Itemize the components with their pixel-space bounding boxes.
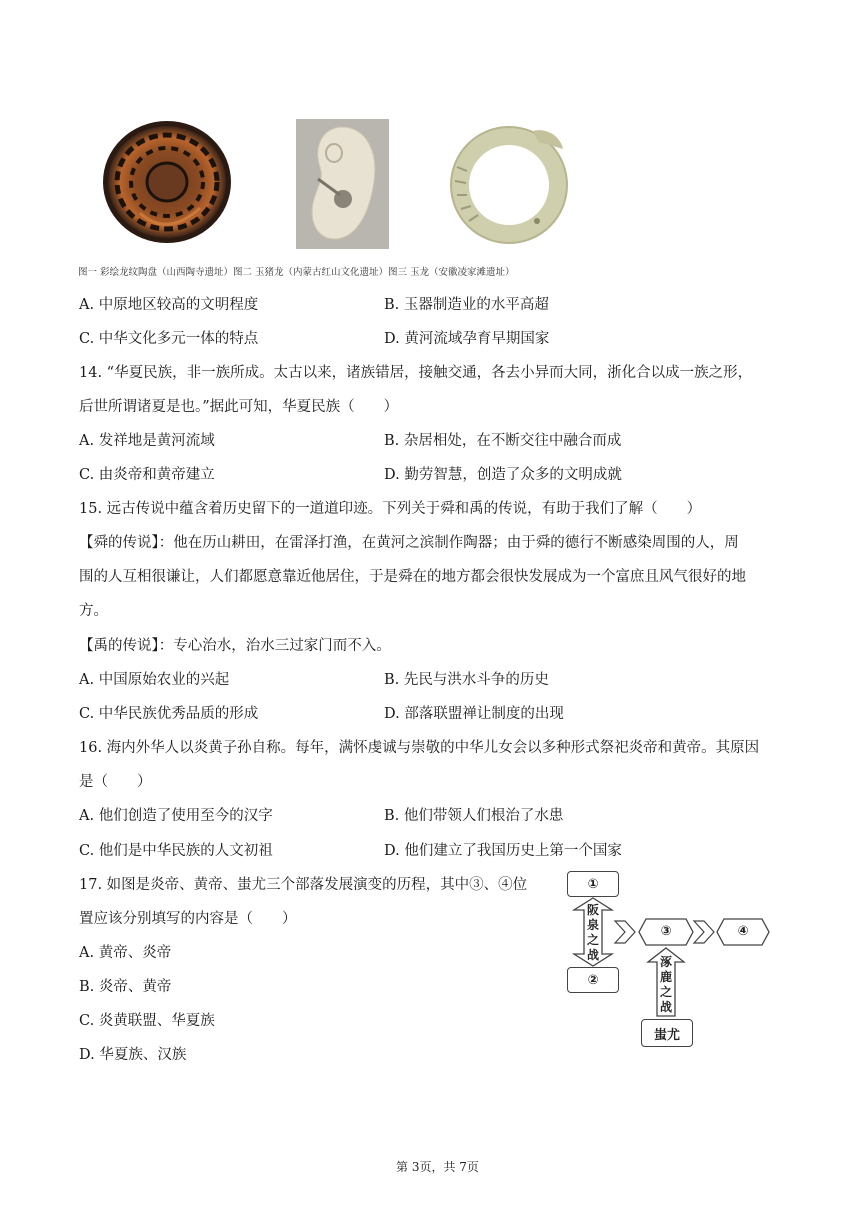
- q15-stem: 15. 远古传说中蕴含着历史留下的一道道印迹。下列关于舜和禹的传说，有助于我们了解（ ）: [79, 501, 702, 517]
- q16-stem-line1: 16. 海内外华人以炎黄子孙自称。每年，满怀虔诚与崇敬的中华儿女会以多种形式祭祀炎帝和黄帝。其原因: [79, 740, 760, 756]
- q17-option-a: A. 黄帝、炎帝: [79, 945, 172, 961]
- q14-option-b: B. 杂居相处，在不断交往中融合而成: [384, 433, 622, 449]
- q14-option-a: A. 发祥地是黄河流域: [79, 433, 215, 449]
- chevron-arrow-2: [691, 919, 717, 945]
- jade-dragon-ring-image: [443, 117, 575, 249]
- q15-option-d: D. 部落联盟禅让制度的出现: [384, 706, 564, 722]
- q16-option-d: D. 他们建立了我国历史上第一个国家: [384, 843, 622, 859]
- q14-option-d: D. 勤劳智慧，创造了众多的文明成就: [384, 467, 622, 483]
- figure-caption: 图一 彩绘龙纹陶盘（山西陶寺遗址）图二 玉猪龙（内蒙古红山文化遗址）图三 玉龙（安徽凌家滩遗址）: [78, 267, 515, 278]
- q14-stem-line2: 后世所谓诸夏是也。”据此可知，华夏民族（ ）: [79, 399, 399, 415]
- battle-banquan-label: 阪泉之战: [586, 903, 599, 962]
- q15-yu-legend: 【禹的传说】：专心治水，治水三过家门而不入。: [79, 638, 391, 654]
- q13-option-a: A. 中原地区较高的文明程度: [79, 297, 259, 313]
- q15-option-b: B. 先民与洪水斗争的历史: [384, 672, 549, 688]
- q16-stem-line2: 是（ ）: [79, 774, 152, 790]
- q13-option-c: C. 中华文化多元一体的特点: [79, 331, 259, 347]
- q16-option-b: B. 他们带领人们根治了水患: [384, 808, 564, 824]
- q17-option-c: C. 炎黄联盟、华夏族: [79, 1013, 215, 1029]
- q17-stem-line1: 17. 如图是炎帝、黄帝、蚩尤三个部落发展演变的历程，其中③、④位: [79, 877, 528, 893]
- battle-zhuolu-label: 涿鹿之战: [659, 955, 672, 1014]
- q15-shun-line2: 围的人互相很谦让，人们都愿意靠近他居住，于是舜在的地方都会很快发展成为一个富庶且风气很好的地: [79, 569, 746, 585]
- diagram-box-2: ②: [567, 967, 619, 993]
- q14-option-c: C. 由炎帝和黄帝建立: [79, 467, 215, 483]
- jade-pig-dragon-image: [296, 119, 389, 249]
- q14-stem-line1: 14. “华夏民族，非一族所成。太古以来，诸族错居，接触交通，各去小异而大同，浙化合以成一族之形，: [79, 365, 753, 381]
- q15-shun-line1: 【舜的传说】：他在历山耕田，在雷泽打渔，在黄河之滨制作陶器；由于舜的德行不断感染周围的人，周: [79, 535, 739, 551]
- q16-option-c: C. 他们是中华民族的人文初祖: [79, 843, 273, 859]
- diagram-box-3-label: ③: [660, 924, 672, 939]
- q15-shun-line3: 方。: [79, 603, 108, 619]
- diagram-box-1: ①: [567, 871, 619, 897]
- q17-option-b: B. 炎帝、黄帝: [79, 979, 172, 995]
- q13-option-d: D. 黄河流域孕育早期国家: [384, 331, 550, 347]
- chevron-arrow-1: [612, 919, 638, 945]
- diagram-box-chiyou: 蚩尤: [641, 1019, 693, 1047]
- q16-option-a: A. 他们创造了使用至今的汉字: [79, 808, 273, 824]
- painted-dragon-pottery-plate-image: [100, 118, 234, 246]
- page-footer: 第 3页，共 7页: [396, 1160, 479, 1174]
- q15-option-c: C. 中华民族优秀品质的形成: [79, 706, 259, 722]
- q17-stem-line2: 置应该分别填写的内容是（ ）: [79, 911, 297, 927]
- diagram-box-4-label: ④: [737, 924, 749, 939]
- q15-option-a: A. 中国原始农业的兴起: [79, 672, 230, 688]
- q17-option-d: D. 华夏族、汉族: [79, 1047, 187, 1063]
- q13-option-b: B. 玉器制造业的水平高超: [384, 297, 549, 313]
